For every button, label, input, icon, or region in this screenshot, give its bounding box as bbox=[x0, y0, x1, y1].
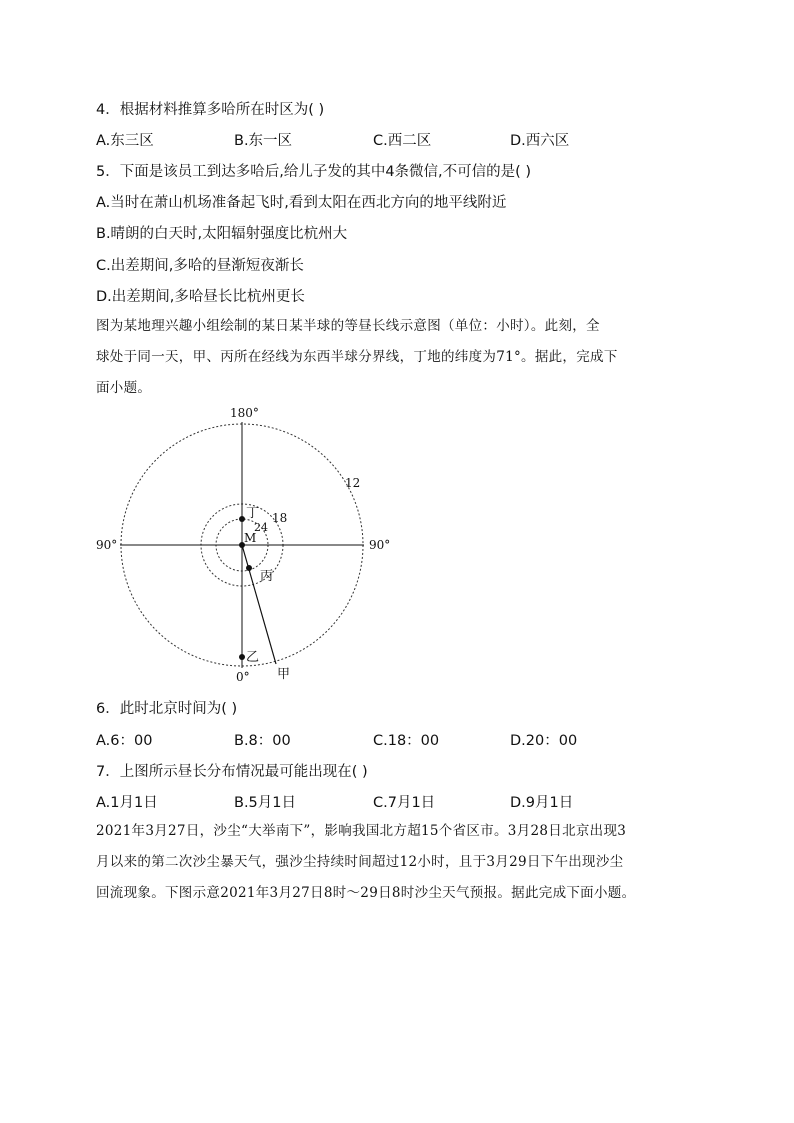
question-6-stem: 6．此时北京时间为( ) bbox=[96, 701, 238, 717]
point-yi bbox=[239, 654, 245, 660]
question-7-stem: 7．上图所示昼长分布情况最可能出现在( ) bbox=[96, 764, 368, 780]
label-jia: 甲 bbox=[277, 667, 291, 682]
intro-line-2: 球处于同一天，甲、丙所在经线为东西半球分界线，丁地的纬度为71°。据此，完成下 bbox=[96, 349, 618, 365]
label-24: 24 bbox=[254, 521, 268, 534]
question-7-option-d[interactable]: D.9月1日 bbox=[510, 795, 574, 811]
label-0: 0° bbox=[236, 670, 250, 684]
intro-paragraph-dust bbox=[96, 816, 700, 909]
question-4-option-c[interactable]: C.西二区 bbox=[373, 133, 432, 149]
label-90-right: 90° bbox=[369, 538, 391, 552]
question-7-option-b[interactable]: B.5月1日 bbox=[234, 795, 297, 811]
line-m-to-jia bbox=[242, 545, 276, 664]
intro-line-3: 面小题。 bbox=[96, 380, 152, 396]
label-bing: 丙 bbox=[260, 569, 274, 584]
label-18: 18 bbox=[272, 511, 288, 525]
question-5-option-a[interactable]: A.当时在萧山机场准备起飞时,看到太阳在西北方向的地平线附近 bbox=[96, 195, 507, 211]
intro-line-1: 图为某地理兴趣小组绘制的某日某半球的等昼长线示意图（单位：小时）。此刻，全 bbox=[96, 318, 600, 334]
question-4-stem: 4．根据材料推算多哈所在时区为( ) bbox=[96, 102, 325, 118]
label-12: 12 bbox=[345, 476, 361, 490]
question-6-option-b[interactable]: B.8：00 bbox=[234, 733, 291, 749]
point-ding bbox=[239, 516, 245, 522]
question-5-option-c[interactable]: C.出差期间,多哈的昼渐短夜渐长 bbox=[96, 258, 304, 274]
question-4-option-d[interactable]: D.西六区 bbox=[510, 133, 570, 149]
question-5-stem: 5．下面是该员工到达多哈后,给儿子发的其中4条微信,不可信的是( ) bbox=[96, 164, 532, 180]
question-5-option-b[interactable]: B.晴朗的白天时,太阳辐射强度比杭州大 bbox=[96, 226, 348, 242]
question-5-option-d[interactable]: D.出差期间,多哈昼长比杭州更长 bbox=[96, 289, 305, 305]
label-180: 180° bbox=[230, 406, 259, 420]
question-7-option-c[interactable]: C.7月1日 bbox=[373, 795, 436, 811]
intro3-line-2: 月以来的第二次沙尘暴天气，强沙尘持续时间超过12小时，且于3月29日下午出现沙尘 bbox=[96, 854, 624, 870]
label-90-left: 90° bbox=[96, 538, 118, 552]
point-bing bbox=[246, 565, 252, 571]
question-4-option-a[interactable]: A.东三区 bbox=[96, 133, 154, 149]
label-ding: 丁 bbox=[246, 506, 260, 521]
intro3-line-3: 回流现象。下图示意2021年3月27日8时～29日8时沙尘天气预报。据此完成下面小题。 bbox=[96, 885, 636, 901]
question-6-option-c[interactable]: C.18：00 bbox=[373, 733, 440, 749]
label-yi: 乙 bbox=[246, 650, 260, 665]
question-6-option-a[interactable]: A.6：00 bbox=[96, 733, 153, 749]
question-6-option-d[interactable]: D.20：00 bbox=[510, 733, 578, 749]
question-7-option-a[interactable]: A.1月1日 bbox=[96, 795, 158, 811]
label-m: M bbox=[244, 531, 257, 545]
question-4-option-b[interactable]: B.东一区 bbox=[234, 133, 293, 149]
intro3-line-1: 2021年3月27日，沙尘“大举南下”，影响我国北方超15个省区市。3月28日北京出现3 bbox=[96, 823, 627, 839]
